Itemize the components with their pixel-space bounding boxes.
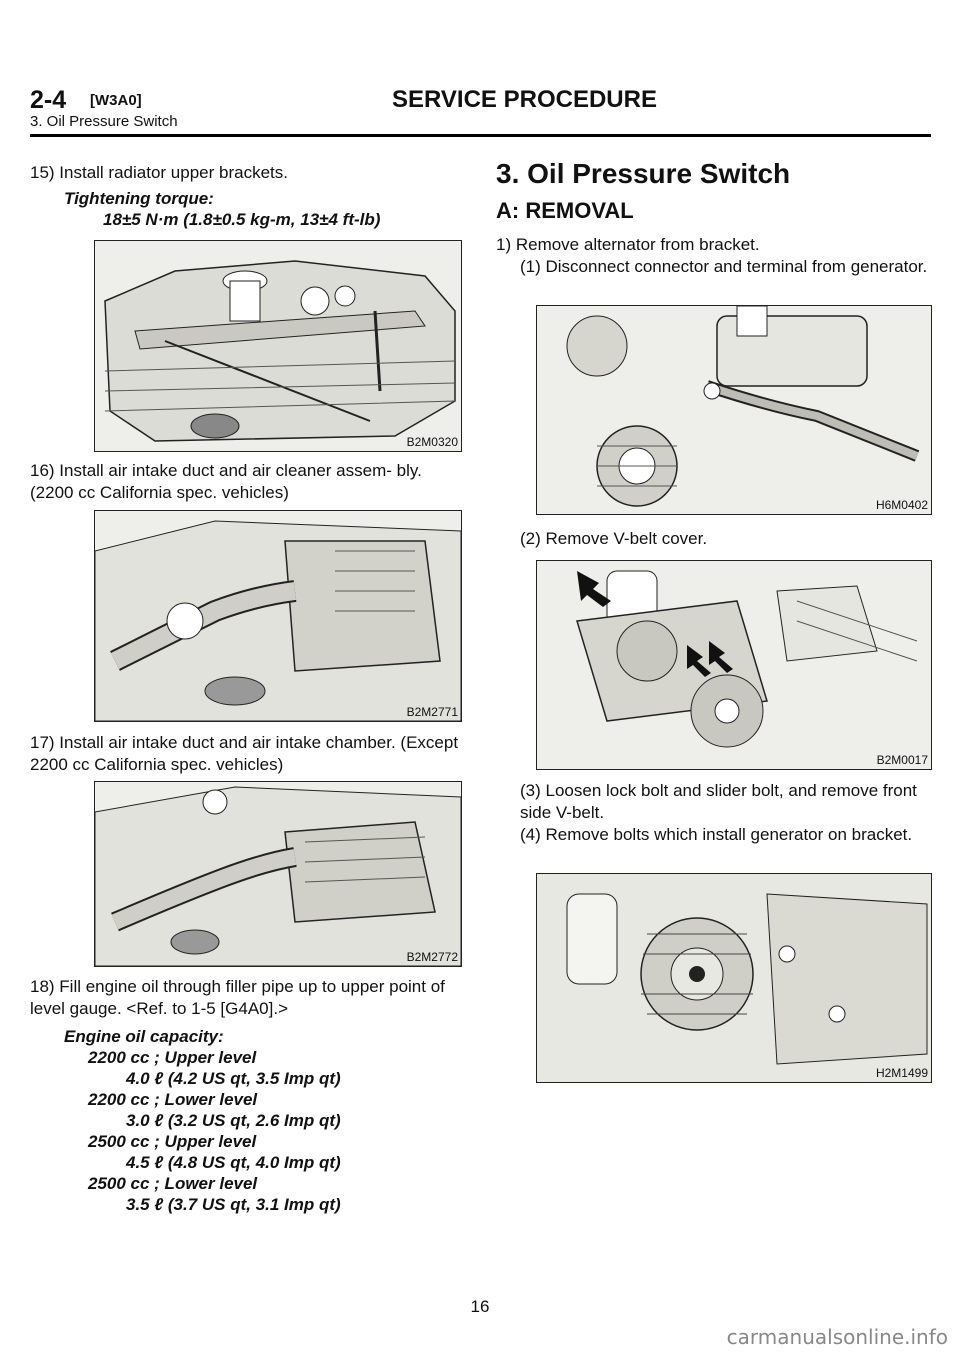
step-1-3 [520, 780, 932, 846]
figure-generator-bolts [536, 873, 932, 1083]
engine-illustration [537, 561, 931, 769]
step-18-text: 18) Fill engine oil through filler pipe up to upper point of level gauge. <Ref. to 1-5 [G4A0].> [30, 977, 445, 1018]
section-heading: 3. Oil Pressure Switch [496, 158, 791, 189]
engine-illustration [537, 306, 931, 514]
step-17 [30, 732, 462, 776]
capacity-list [64, 1047, 341, 1215]
step-16-text: 16) Install air intake duct and air cleaner assem- bly. (2200 cc California spec. vehicles) [30, 461, 422, 502]
step-18 [30, 976, 462, 1020]
engine-illustration [95, 782, 461, 966]
step-15-text: 15) Install radiator upper brackets. [30, 163, 288, 182]
torque-label: Tightening torque: [64, 189, 214, 208]
figure-label: B2M0320 [406, 435, 458, 449]
section-code: 2-4 [30, 86, 67, 114]
figure-alternator-connector [536, 305, 932, 515]
figure-v-belt-cover [536, 560, 932, 770]
figure-air-intake-duct-cleaner [94, 510, 462, 722]
page-subtitle: 3. Oil Pressure Switch [30, 113, 178, 130]
step-16 [30, 460, 462, 504]
figure-label: B2M2772 [406, 950, 458, 964]
step-15 [30, 162, 460, 184]
step-1-3-text: (3) Loosen lock bolt and slider bolt, and remove front side V-belt. [520, 781, 917, 822]
step-1-4-text: (4) Remove bolts which install generator on bracket. [520, 825, 913, 844]
torque-value: 18±5 N·m (1.8±0.5 kg-m, 13±4 ft-lb) [103, 210, 381, 229]
step-1-1-text: (1) Disconnect connector and terminal from generator. [520, 257, 928, 276]
figure-label: H2M1499 [875, 1066, 928, 1080]
capacity-label: Engine oil capacity: [64, 1027, 224, 1046]
header-rule [30, 134, 931, 137]
step-17-text: 17) Install air intake duct and air intake chamber. (Except 2200 cc California spec. vehicles) [30, 733, 459, 774]
step-1 [496, 234, 931, 278]
engine-illustration [95, 241, 461, 451]
capacity-name: 2200 cc ; Lower level [88, 1090, 258, 1109]
reference-code: [W3A0] [90, 92, 142, 109]
step-1-2 [520, 528, 930, 550]
engine-illustration [95, 511, 461, 721]
figure-label: H6M0402 [875, 498, 928, 512]
capacity-value: 4.5 ℓ (4.8 US qt, 4.0 Imp qt) [126, 1153, 341, 1172]
capacity-value: 4.0 ℓ (4.2 US qt, 3.5 Imp qt) [126, 1069, 341, 1088]
figure-radiator-brackets [94, 240, 462, 452]
capacity-value: 3.5 ℓ (3.7 US qt, 3.1 Imp qt) [126, 1195, 341, 1214]
engine-illustration [537, 874, 931, 1082]
step-1-text: 1) Remove alternator from bracket. [496, 235, 760, 254]
figure-label: B2M0017 [876, 753, 928, 767]
subsection-heading: A: REMOVAL [496, 198, 634, 223]
figure-air-intake-chamber [94, 781, 462, 967]
capacity-name: 2200 cc ; Upper level [88, 1048, 257, 1067]
page-number: 16 [470, 1297, 490, 1316]
page-title: SERVICE PROCEDURE [392, 86, 657, 113]
figure-label: B2M2771 [406, 705, 458, 719]
capacity-value: 3.0 ℓ (3.2 US qt, 2.6 Imp qt) [126, 1111, 341, 1130]
capacity-name: 2500 cc ; Upper level [88, 1132, 257, 1151]
step-1-2-text: (2) Remove V-belt cover. [520, 529, 708, 548]
capacity-name: 2500 cc ; Lower level [88, 1174, 258, 1193]
watermark: carmanualsonline.info [726, 1325, 948, 1349]
